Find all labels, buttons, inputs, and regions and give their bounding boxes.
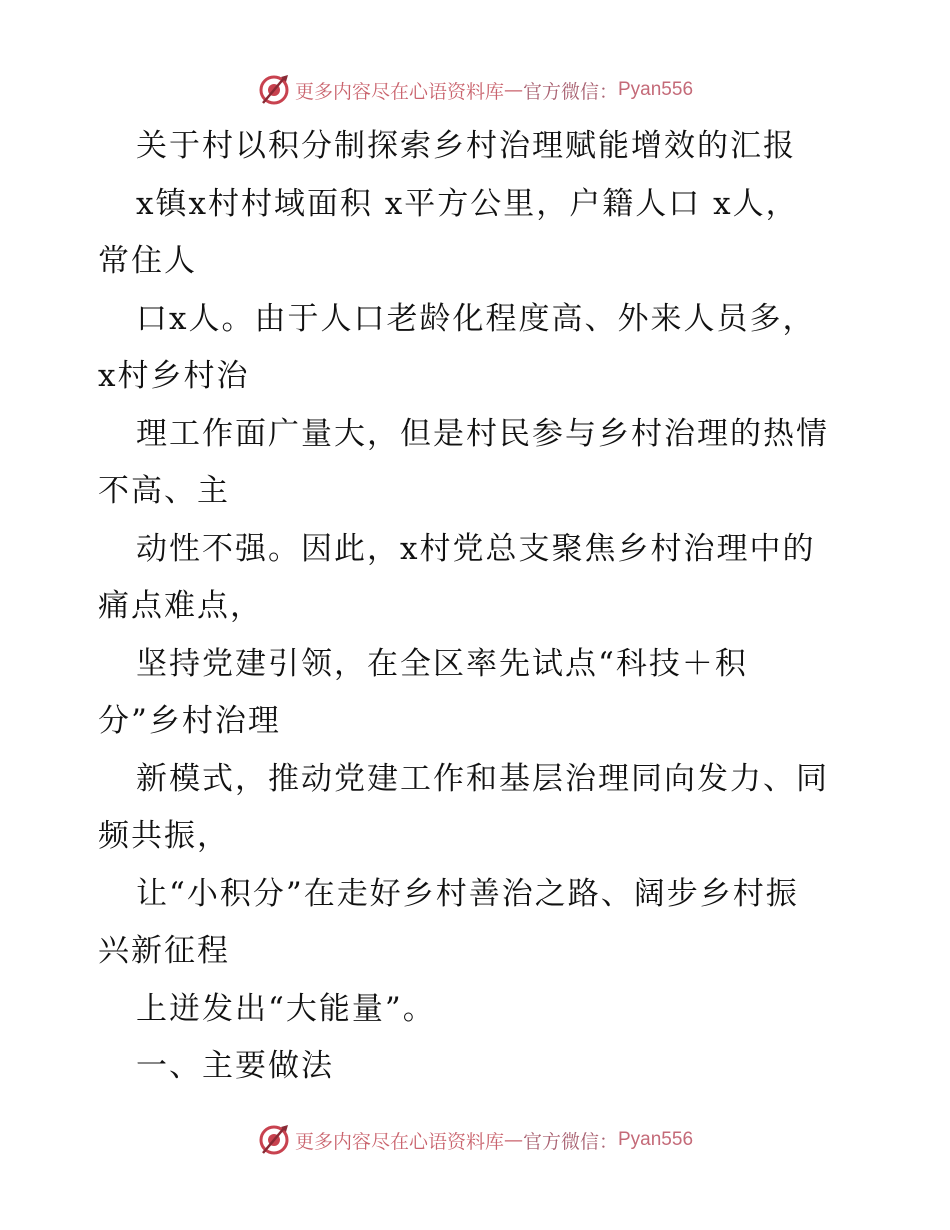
text-line: 让“小积分”在走好乡村善治之路、阔步乡村振 [136,875,799,912]
watermark-slogan: 更多内容尽在心语资料库 [294,80,504,103]
text-line: 新模式，推动党建工作和基层治理同向发力、同 [136,760,829,797]
section-heading: 一、主要做法 [136,1048,334,1084]
text-line: x镇x村村域面积 x平方公里，户籍人口 x人， [136,185,799,222]
document-title: 关于村以积分制探索乡村治理赋能增效的汇报 [136,128,796,164]
header-watermark [0,70,950,110]
quill-seal-icon [257,73,291,107]
watermark-account-label: 官方微信： [522,80,618,103]
text-line: 理工作面广量大，但是村民参与乡村治理的热情 [136,415,829,452]
document-body [98,118,858,1096]
text-line: 痛点难点， [98,588,263,624]
watermark-dash: — [503,1129,523,1151]
text-line: 坚持党建引领，在全区率先试点“科技＋积 [136,645,748,682]
text-line: 常住人 [98,243,197,279]
text-line: x村乡村治 [98,358,250,394]
text-line: 动性不强。因此，x村党总支聚焦乡村治理中的 [136,530,816,567]
watermark-handle: Pyan556 [618,79,694,100]
text-line: 分”乡村治理 [98,703,281,739]
quill-seal-icon [257,1123,291,1157]
watermark-slogan: 更多内容尽在心语资料库 [294,1130,504,1153]
watermark-dash: — [503,79,523,101]
watermark-account-label: 官方微信： [522,1130,618,1153]
text-line: 不高、主 [98,473,230,509]
footer-watermark [0,1120,950,1160]
text-line: 兴新征程 [98,933,230,969]
watermark-handle: Pyan556 [618,1129,694,1150]
text-line: 口x人。由于人口老龄化程度高、外来人员多， [136,300,816,337]
text-line: 上迸发出“大能量”。 [136,990,436,1027]
text-line: 频共振， [98,818,230,854]
